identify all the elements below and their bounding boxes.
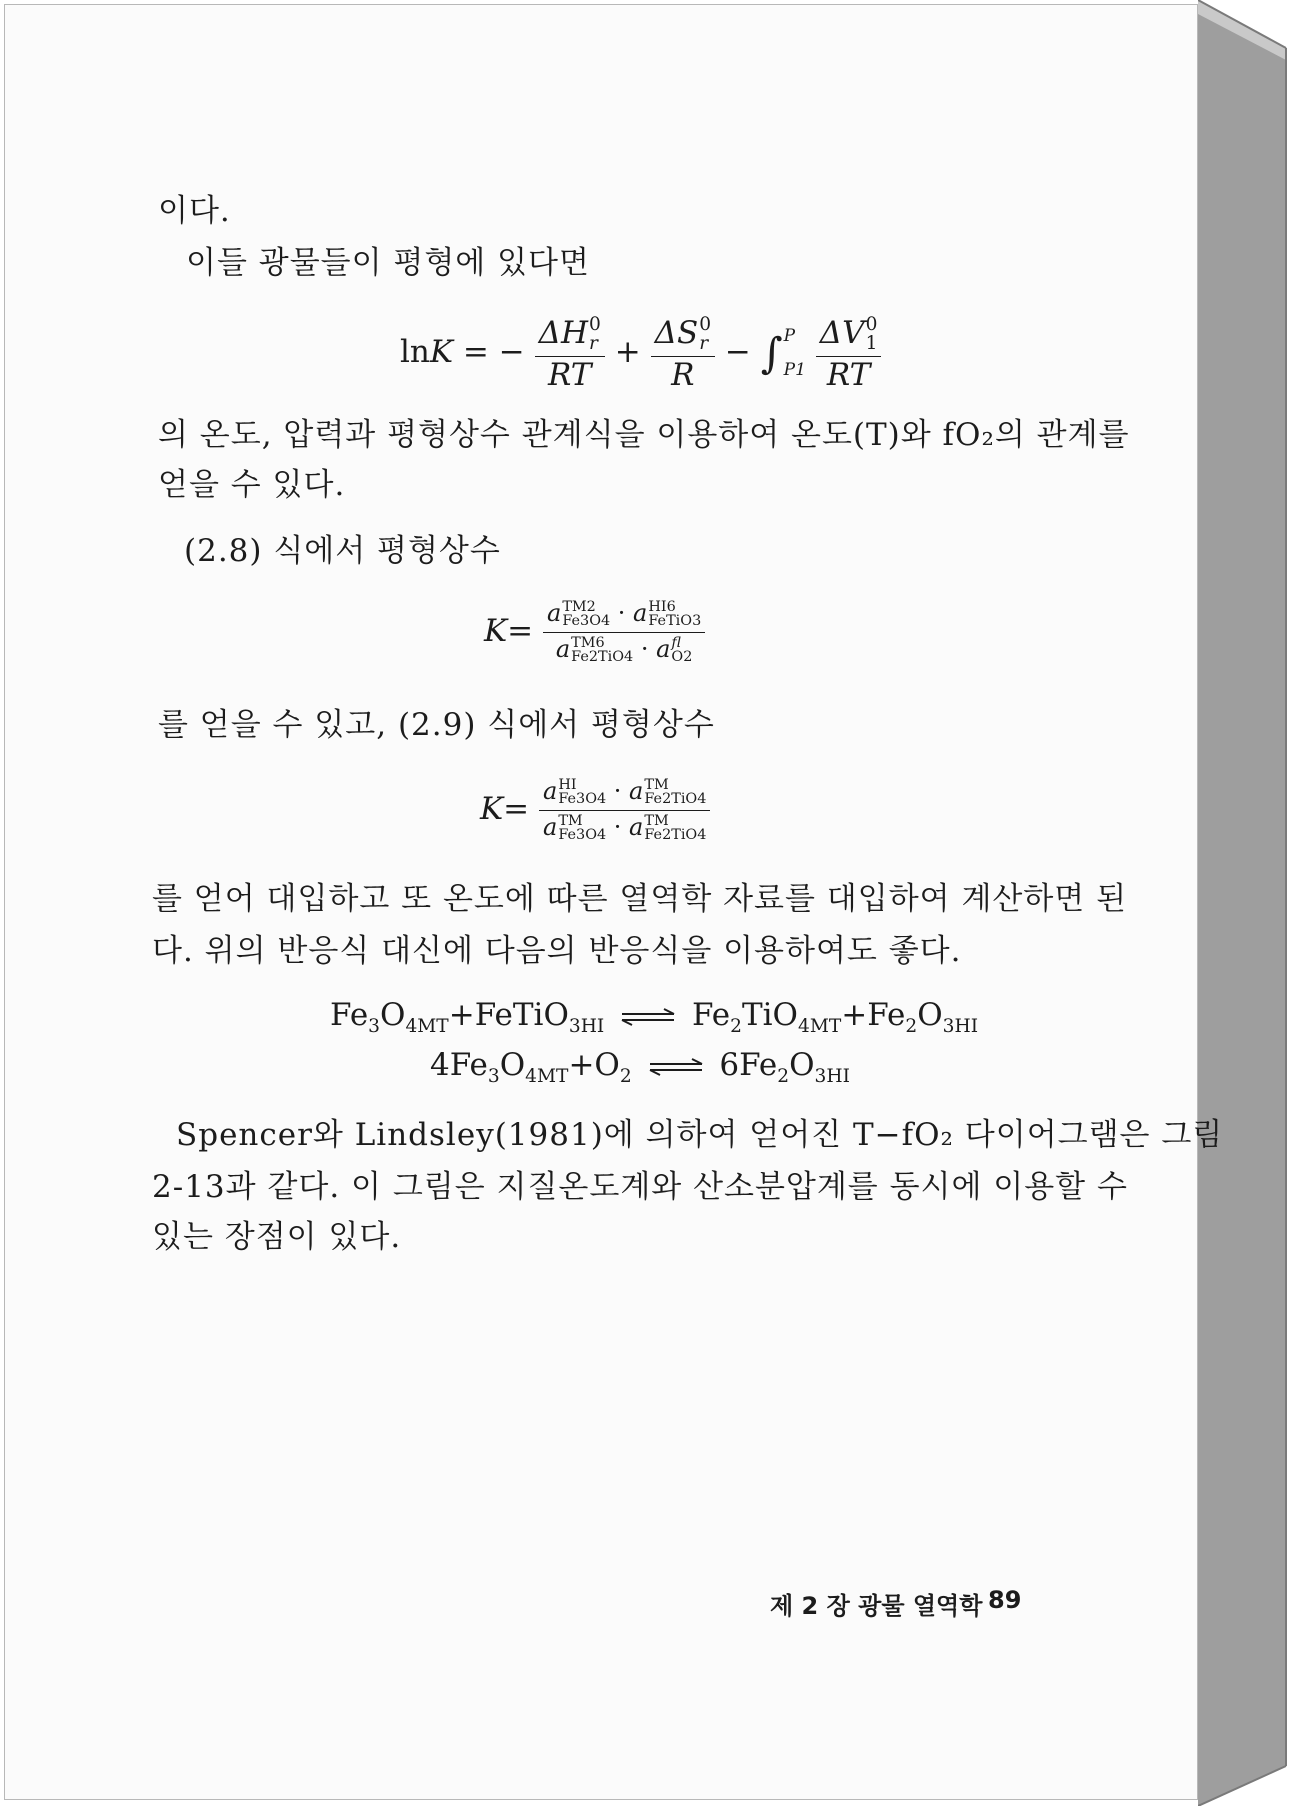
text-line: 의 온도, 압력과 평형상수 관계식을 이용하여 온도(T)와 fO₂의 관계를 [158, 417, 1130, 453]
text-line: 2-13과 같다. 이 그림은 지질온도계와 산소분압계를 동시에 이용할 수 [152, 1169, 1128, 1205]
text-line: 얻을 수 있다. [158, 467, 346, 503]
text-line: 있는 장점이 있다. [152, 1219, 402, 1255]
book-spine-edge [1198, 0, 1306, 1806]
text-line: 이다. [158, 193, 231, 229]
reaction-2: $4Fe_3O_{4MT}+O_2$ $6Fe_2O_{3HI}$ [430, 1047, 850, 1088]
text-line: 다. 위의 반응식 대신에 다음의 반응식을 이용하여도 좋다. [152, 933, 962, 969]
chapter-footer: 제 2 장 광물 열역학 [770, 1592, 983, 1620]
equation-k-2: K= a HI Fe3O4 · a TM Fe2TiO4 a TM Fe3O4 · a TM Fe2TiO4 [480, 778, 710, 843]
page-number: 89 [988, 1586, 1022, 1614]
text-line: 를 얻어 대입하고 또 온도에 따른 열역학 자료를 대입하여 계산하면 된 [152, 881, 1128, 917]
equation-lnk: lnK = − ΔH 0 r RT + ΔS 0 r R − ∫ P P1 ΔV 0 1 RT [400, 316, 881, 391]
text-line: (2.8) 식에서 평형상수 [184, 533, 501, 569]
text-line: 이들 광물들이 평형에 있다면 [186, 245, 590, 281]
text-line: 를 얻을 수 있고, (2.9) 식에서 평형상수 [158, 707, 715, 743]
text-line: Spencer와 Lindsley(1981)에 의하여 얻어진 T−fO₂ 다이어그램은 그림 [176, 1117, 1224, 1153]
reaction-1: $Fe_3O_{4MT}+FeTiO_{3HI}$ $Fe_2TiO_{4MT}+Fe_2O_{3HI}$ [330, 997, 979, 1038]
equation-k-1: K= a TM2 Fe3O4 · a HI6 FeTiO3 a TM6 Fe2TiO4 · a fl O2 [484, 600, 705, 665]
